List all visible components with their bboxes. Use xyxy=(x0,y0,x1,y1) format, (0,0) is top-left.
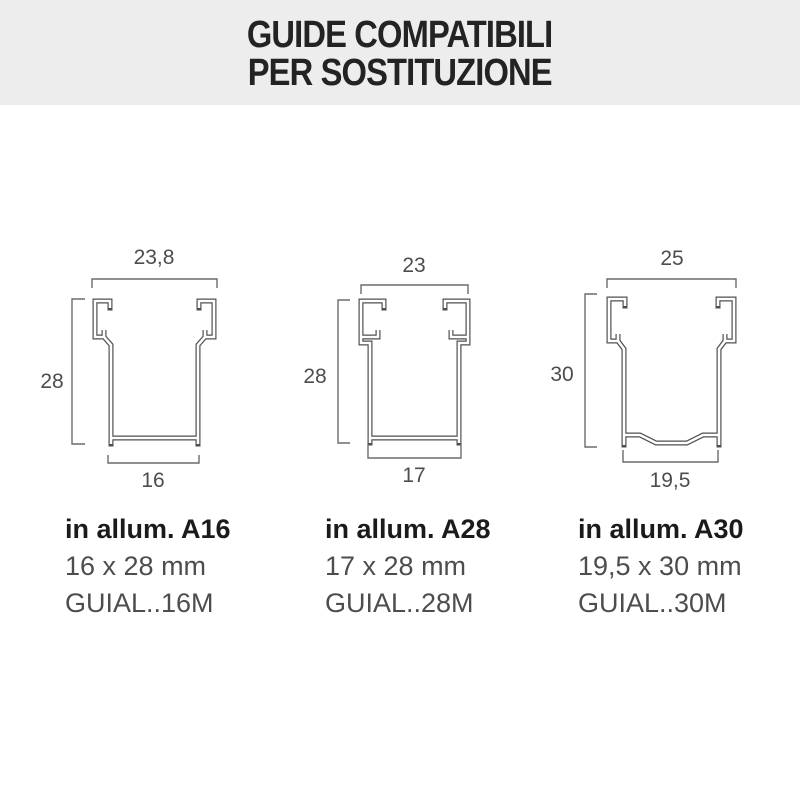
profile-section-a30 xyxy=(609,299,734,445)
code-label-a16: GUIAL..16M xyxy=(65,588,214,618)
dim-width-a16: 23,8 xyxy=(133,246,175,269)
dim-height-a28: 28 xyxy=(303,365,327,388)
dim-base-a28: 17 xyxy=(402,464,426,487)
caption-a30 xyxy=(578,510,800,622)
profile-outline-a30 xyxy=(609,299,734,445)
dimension-lines-a30 xyxy=(585,279,736,462)
dim-width-a30: 25 xyxy=(660,247,684,270)
code-label-a30: GUIAL..30M xyxy=(578,588,727,618)
size-label-a16: 16 x 28 mm xyxy=(65,551,207,581)
profile-hollow-a16 xyxy=(95,301,214,444)
header xyxy=(0,0,800,105)
material-label-a30: in allum. A30 xyxy=(578,514,744,544)
profile-outline-a16 xyxy=(95,301,214,444)
profile-outline-a28 xyxy=(361,301,468,443)
material-label-a16: in allum. A16 xyxy=(65,514,231,544)
dim-height-a30: 30 xyxy=(550,363,574,386)
code-label-a28: GUIAL..28M xyxy=(325,588,474,618)
profile-section-a16 xyxy=(95,301,214,444)
dimension-lines-a16 xyxy=(72,279,217,463)
dim-width-a28: 23 xyxy=(402,254,426,277)
profile-section-a28 xyxy=(361,301,468,443)
size-label-a30: 19,5 x 30 mm xyxy=(578,551,742,581)
profile-hollow-a28 xyxy=(361,301,468,443)
dim-base-a16: 16 xyxy=(141,469,165,492)
caption-a16 xyxy=(65,510,305,622)
page-title-line2: PER SOSTITUZIONE xyxy=(247,51,552,94)
dim-height-a16: 28 xyxy=(40,370,64,393)
dimension-lines-a28 xyxy=(338,285,468,458)
size-label-a28: 17 x 28 mm xyxy=(325,551,467,581)
dim-base-a30: 19,5 xyxy=(649,469,691,492)
profile-hollow-a30 xyxy=(609,299,734,445)
caption-a28 xyxy=(325,510,565,622)
page-title-line1: GUIDE COMPATIBILI xyxy=(247,13,553,56)
material-label-a28: in allum. A28 xyxy=(325,514,491,544)
